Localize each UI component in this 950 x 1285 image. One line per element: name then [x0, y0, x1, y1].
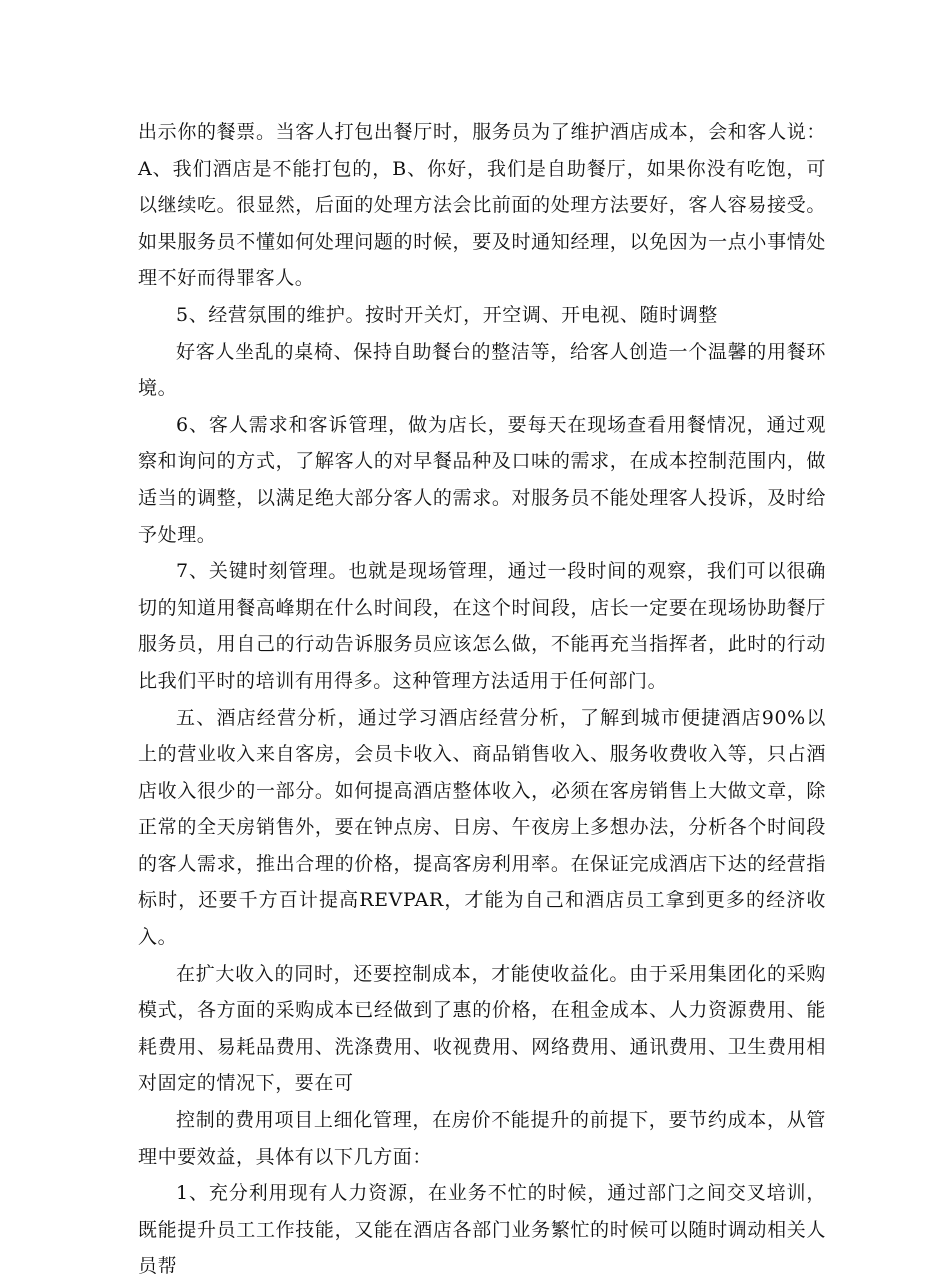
paragraph-1: 出示你的餐票。当客人打包出餐厅时，服务员为了维护酒店成本，会和客人说：A、我们酒店是不能打包的，B、你好，我们是自助餐厅，如果你没有吃饱，可以继续吃。很显然，后面的处理方法会比前面的处理方法要好，客人容易接受。如果服务员不懂如何处理问题的时候，要及时通知经理，以免因为一点小事情处理不好而得罪客人。 [138, 121, 826, 290]
paragraph-4: 6、客人需求和客诉管理，做为店长，要每天在现场查看用餐情况，通过观察和询问的方式，了解客人的对早餐品种及口味的需求，在成本控制范围内，做适当的调整，以满足绝大部分客人的需求。对服务员不能处理客人投诉，及时给予处理。 [138, 413, 826, 546]
document-body [138, 114, 826, 1285]
paragraph-6: 五、酒店经营分析，通过学习酒店经营分析，了解到城市便捷酒店90%以上的营业收入来自客房，会员卡收入、商品销售收入、服务收费收入等，只占酒店收入很少的一部分。如何提高酒店整体收入，必须在客房销售上大做文章，除正常的全天房销售外，要在钟点房、日房、午夜房上多想办法，分析各个时间段的客人需求，推出合理的价格，提高客房利用率。在保证完成酒店下达的经营指标时，还要千方百计提高REVPAR，才能为自己和酒店员工拿到更多的经济收入。 [138, 706, 826, 949]
paragraph-3: 好客人坐乱的桌椅、保持自助餐台的整洁等，给客人创造一个温馨的用餐环境。 [138, 340, 826, 400]
paragraph-2: 5、经营氛围的维护。按时开关灯，开空调、开电视、随时调整 [176, 303, 718, 326]
paragraph-5: 7、关键时刻管理。也就是现场管理，通过一段时间的观察，我们可以很确切的知道用餐高峰期在什么时间段，在这个时间段，店长一定要在现场协助餐厅服务员，用自己的行动告诉服务员应该怎么做，不能再充当指挥者，此时的行动比我们平时的培训有用得多。这种管理方法适用于任何部门。 [138, 560, 826, 692]
paragraph-7: 在扩大收入的同时，还要控制成本，才能使收益化。由于采用集团化的采购模式，各方面的采购成本已经做到了惠的价格，在租金成本、人力资源费用、能耗费用、易耗品费用、洗涤费用、收视费用、网络费用、通讯费用、卫生费用相对固定的情况下，要在可 [138, 962, 826, 1095]
paragraph-9: 1、充分利用现有人力资源，在业务不忙的时候，通过部门之间交叉培训，既能提升员工工作技能，又能在酒店各部门业务繁忙的时候可以随时调动相关人员帮 [138, 1182, 826, 1278]
paragraph-8: 控制的费用项目上细化管理，在房价不能提升的前提下，要节约成本，从管理中要效益，具体有以下几方面： [138, 1109, 826, 1168]
